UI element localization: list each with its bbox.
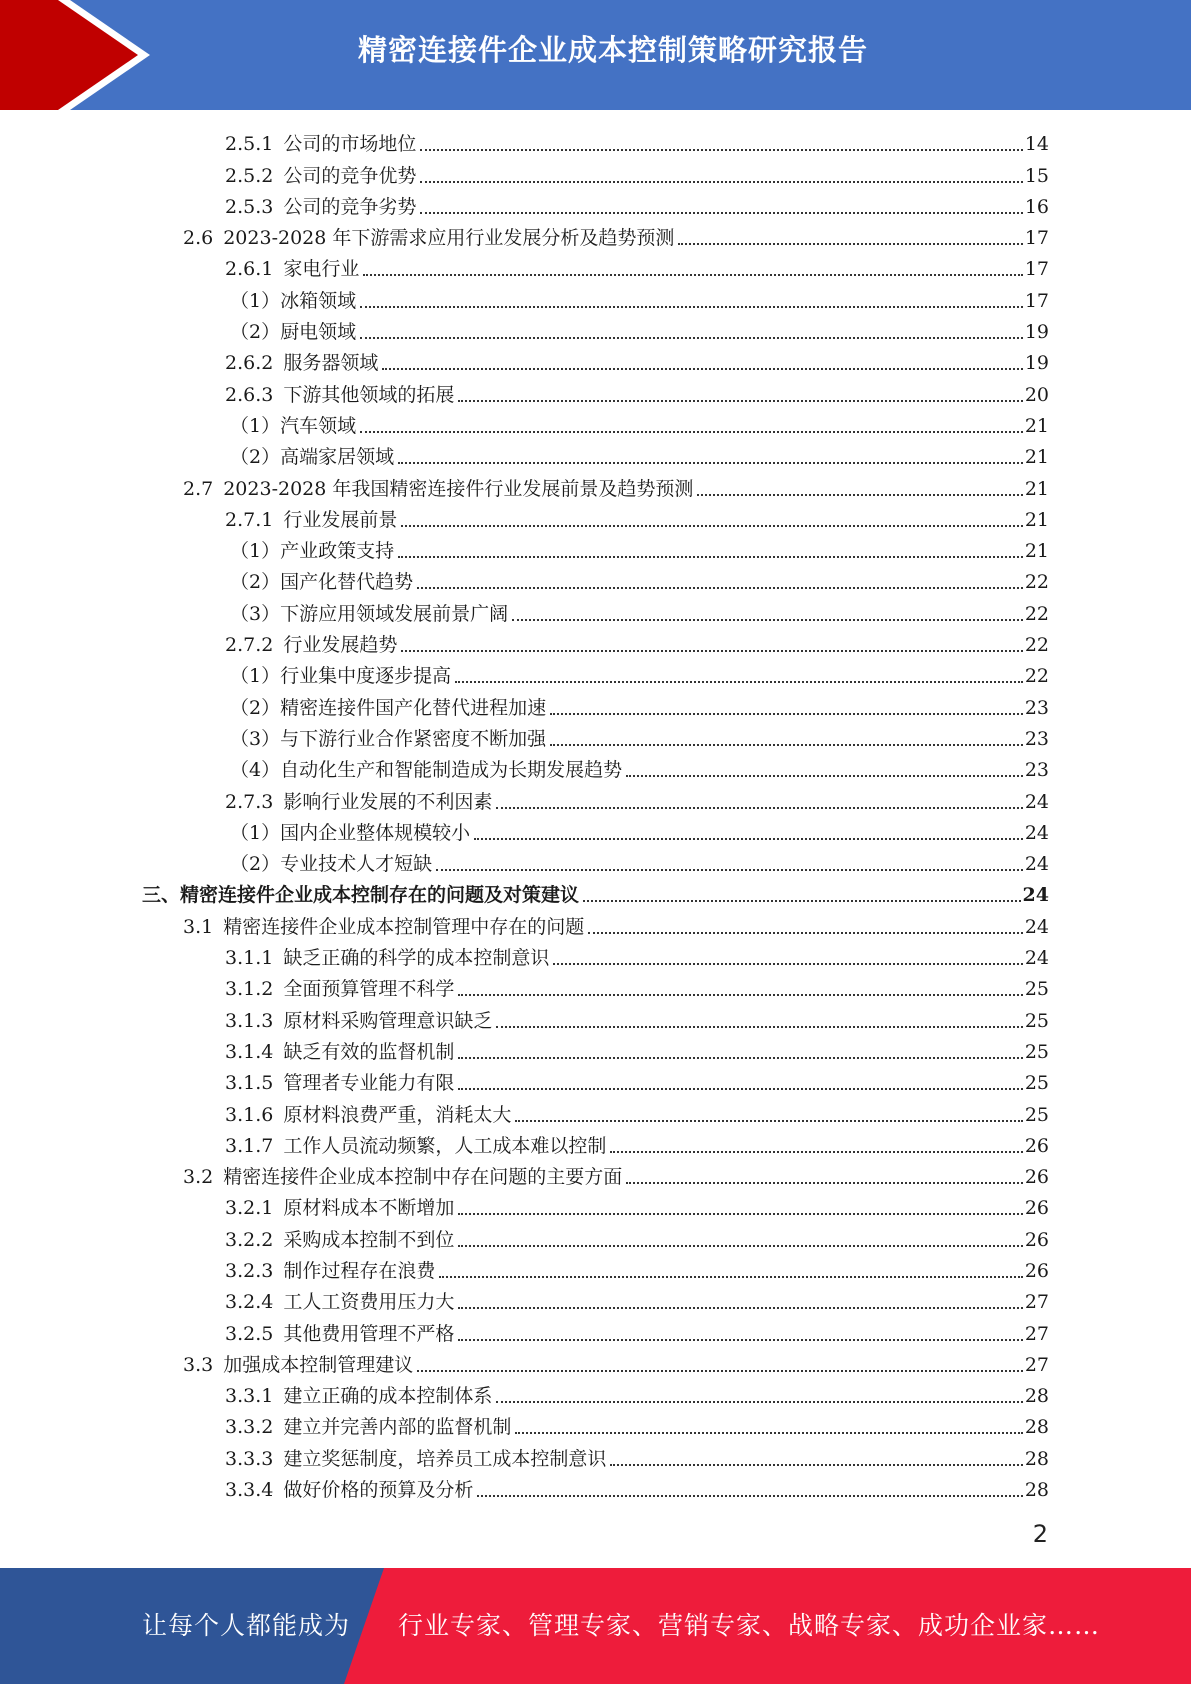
toc-dot-leader bbox=[458, 1244, 1022, 1247]
toc-entry-label: 产业政策支持 bbox=[280, 540, 395, 563]
toc-entry-page: 15 bbox=[1024, 164, 1049, 187]
toc-dot-leader bbox=[401, 524, 1022, 527]
toc-entry[interactable] bbox=[0, 191, 1049, 222]
toc-entry-page: 24 bbox=[1022, 884, 1049, 907]
toc-entry[interactable] bbox=[0, 1286, 1049, 1317]
toc-entry-page: 24 bbox=[1024, 947, 1049, 970]
toc-entry-number: 2.5.1 bbox=[225, 133, 274, 156]
toc-entry[interactable] bbox=[0, 660, 1049, 691]
toc-entry-label: 行业发展趋势 bbox=[283, 634, 398, 657]
toc-dot-leader bbox=[458, 1212, 1022, 1215]
toc-entry-label: 国内企业整体规模较小 bbox=[280, 821, 471, 844]
toc-entry-label: 其他费用管理不严格 bbox=[283, 1322, 455, 1345]
toc-entry[interactable] bbox=[0, 1223, 1049, 1254]
toc-entry-number: 3.1.3 bbox=[225, 1009, 274, 1032]
toc-entry-number: 2.7.1 bbox=[225, 508, 274, 531]
toc-dot-leader bbox=[401, 649, 1022, 652]
toc-entry[interactable] bbox=[0, 1474, 1049, 1505]
toc-entry-page: 22 bbox=[1024, 571, 1049, 594]
footer-slogan-left: 让每个人都能成为 bbox=[142, 1611, 351, 1640]
toc-dot-leader bbox=[626, 774, 1023, 777]
toc-entry-label: 精密连接件企业成本控制中存在问题的主要方面 bbox=[223, 1166, 623, 1189]
toc-entry-label: 原材料成本不断增加 bbox=[283, 1197, 455, 1220]
toc-entry-page: 25 bbox=[1024, 1072, 1049, 1095]
toc-entry-label: 国产化替代趋势 bbox=[280, 571, 414, 594]
toc-entry-page: 23 bbox=[1024, 727, 1049, 750]
toc-entry-number: 3.2.4 bbox=[225, 1291, 274, 1314]
toc-entry-label: 下游应用领域发展前景广阔 bbox=[280, 602, 509, 625]
toc-entry-page: 21 bbox=[1024, 414, 1049, 437]
toc-dot-leader bbox=[697, 493, 1022, 496]
toc-entry-number: （1） bbox=[230, 414, 281, 437]
toc-entry-number: 2.6.3 bbox=[225, 383, 274, 406]
toc-entry[interactable] bbox=[0, 284, 1049, 315]
toc-dot-leader bbox=[678, 242, 1022, 245]
toc-entry-page: 28 bbox=[1024, 1385, 1049, 1408]
toc-entry[interactable] bbox=[0, 1004, 1049, 1035]
toc-entry-number: （2） bbox=[230, 571, 281, 594]
toc-dot-leader bbox=[496, 1025, 1022, 1028]
toc-dot-leader bbox=[474, 837, 1023, 840]
toc-entry-page: 20 bbox=[1024, 383, 1049, 406]
toc-dot-leader bbox=[458, 993, 1022, 996]
toc-dot-leader bbox=[420, 180, 1022, 183]
page-title: 精密连接件企业成本控制策略研究报告 bbox=[357, 33, 868, 67]
toc-entry-label: 行业集中度逐步提高 bbox=[280, 665, 452, 688]
toc-entry-label: 公司的竞争劣势 bbox=[283, 195, 417, 218]
toc-entry[interactable] bbox=[0, 316, 1049, 347]
toc-entry-number: 3.3.4 bbox=[225, 1479, 274, 1502]
toc-entry[interactable] bbox=[0, 754, 1049, 785]
toc-entry-number: 3.2 bbox=[183, 1166, 214, 1189]
toc-entry-label: 管理者专业能力有限 bbox=[283, 1072, 455, 1095]
toc-entry-page: 25 bbox=[1024, 1009, 1049, 1032]
toc-entry-number: 3.3.1 bbox=[225, 1385, 274, 1408]
toc-entry-number: 3.2.2 bbox=[225, 1228, 274, 1251]
toc-entry-label: 加强成本控制管理建议 bbox=[223, 1353, 414, 1376]
toc-entry[interactable] bbox=[0, 723, 1049, 754]
toc-entry-page: 26 bbox=[1024, 1259, 1049, 1282]
toc-dot-leader bbox=[588, 931, 1023, 934]
table-of-contents bbox=[0, 128, 1191, 1505]
toc-entry-label: 原材料采购管理意识缺乏 bbox=[283, 1009, 493, 1032]
toc-entry-label: 高端家居领域 bbox=[280, 446, 395, 469]
toc-entry-label: 全面预算管理不科学 bbox=[283, 978, 455, 1001]
toc-dot-leader bbox=[420, 148, 1022, 151]
toc-entry-label: 制作过程存在浪费 bbox=[283, 1259, 436, 1282]
toc-dot-leader bbox=[515, 1119, 1022, 1122]
toc-dot-leader bbox=[363, 273, 1022, 276]
toc-entry[interactable] bbox=[0, 817, 1049, 848]
toc-entry-page: 22 bbox=[1024, 602, 1049, 625]
toc-entry-number: 3.1.4 bbox=[225, 1040, 274, 1063]
toc-entry-label: 自动化生产和智能制造成为长期发展趋势 bbox=[280, 759, 623, 782]
toc-entry-number: 3.3.2 bbox=[225, 1416, 274, 1439]
page-number: 2 bbox=[1032, 1520, 1048, 1548]
toc-entry-label: 2023-2028 年我国精密连接件行业发展前景及趋势预测 bbox=[223, 477, 694, 500]
toc-entry-number: 3.3 bbox=[183, 1353, 214, 1376]
toc-entry-label: 行业发展前景 bbox=[283, 508, 398, 531]
toc-entry-number: （1） bbox=[230, 540, 281, 563]
toc-entry[interactable] bbox=[0, 566, 1049, 597]
toc-entry[interactable] bbox=[0, 535, 1049, 566]
toc-entry[interactable] bbox=[0, 1130, 1049, 1161]
toc-entry-page: 28 bbox=[1024, 1447, 1049, 1470]
toc-entry[interactable] bbox=[0, 1192, 1049, 1223]
toc-entry-page: 26 bbox=[1024, 1166, 1049, 1189]
toc-dot-leader bbox=[398, 461, 1023, 464]
toc-entry-label: 工作人员流动频繁，人工成本难以控制 bbox=[283, 1134, 607, 1157]
toc-entry-label: 2023-2028 年下游需求应用行业发展分析及趋势预测 bbox=[223, 227, 675, 250]
toc-entry-label: 建立奖惩制度，培养员工成本控制意识 bbox=[283, 1447, 607, 1470]
toc-entry[interactable] bbox=[0, 785, 1049, 816]
footer-slogan-right: 行业专家、管理专家、营销专家、战略专家、成功企业家…… bbox=[398, 1611, 1101, 1640]
toc-entry-number: （2） bbox=[230, 321, 281, 344]
toc-entry[interactable] bbox=[0, 942, 1049, 973]
toc-entry[interactable] bbox=[0, 128, 1049, 159]
toc-entry[interactable] bbox=[0, 1380, 1049, 1411]
toc-dot-leader bbox=[436, 868, 1023, 871]
toc-entry[interactable] bbox=[0, 1161, 1049, 1192]
toc-entry-page: 14 bbox=[1024, 133, 1049, 156]
toc-entry[interactable] bbox=[0, 441, 1049, 472]
toc-dot-leader bbox=[439, 1275, 1022, 1278]
toc-entry[interactable] bbox=[0, 691, 1049, 722]
toc-entry-number: 3.3.3 bbox=[225, 1447, 274, 1470]
toc-entry[interactable] bbox=[0, 973, 1049, 1004]
toc-dot-leader bbox=[553, 962, 1022, 965]
toc-entry-number: （2） bbox=[230, 853, 281, 876]
toc-entry-page: 27 bbox=[1024, 1353, 1049, 1376]
toc-entry-number: （1） bbox=[230, 665, 281, 688]
toc-entry-label: 公司的市场地位 bbox=[283, 133, 417, 156]
toc-dot-leader bbox=[458, 399, 1022, 402]
toc-entry[interactable] bbox=[0, 1349, 1049, 1380]
toc-entry[interactable] bbox=[0, 222, 1049, 253]
toc-entry[interactable] bbox=[0, 848, 1049, 879]
toc-entry-page: 26 bbox=[1024, 1228, 1049, 1251]
toc-entry-label: 精密连接件企业成本控制存在的问题及对策建议 bbox=[180, 884, 580, 907]
toc-entry-label: 缺乏有效的监督机制 bbox=[283, 1040, 455, 1063]
toc-dot-leader bbox=[360, 336, 1023, 339]
toc-entry-number: 2.5.2 bbox=[225, 164, 274, 187]
toc-entry-number: 2.5.3 bbox=[225, 195, 274, 218]
toc-entry-page: 24 bbox=[1024, 915, 1049, 938]
toc-entry-number: 3.1.7 bbox=[225, 1134, 274, 1157]
toc-entry-label: 厨电领域 bbox=[280, 321, 357, 344]
toc-entry[interactable] bbox=[0, 1255, 1049, 1286]
toc-entry-page: 17 bbox=[1024, 258, 1049, 281]
toc-entry-number: 3.1 bbox=[183, 915, 214, 938]
toc-entry-number: 2.6 bbox=[183, 227, 214, 250]
toc-dot-leader bbox=[496, 806, 1022, 809]
toc-entry[interactable] bbox=[0, 1442, 1049, 1473]
toc-entry-label: 服务器领域 bbox=[283, 352, 379, 375]
toc-entry-page: 21 bbox=[1024, 446, 1049, 469]
toc-dot-leader bbox=[610, 1463, 1022, 1466]
toc-entry-number: （2） bbox=[230, 696, 281, 719]
toc-dot-leader bbox=[398, 555, 1023, 558]
toc-entry[interactable] bbox=[0, 629, 1049, 660]
toc-entry-label: 采购成本控制不到位 bbox=[283, 1228, 455, 1251]
toc-entry[interactable] bbox=[0, 504, 1049, 535]
toc-dot-leader bbox=[458, 1338, 1022, 1341]
toc-dot-leader bbox=[550, 712, 1023, 715]
toc-dot-leader bbox=[458, 1056, 1022, 1059]
toc-entry-label: 冰箱领域 bbox=[280, 289, 357, 312]
toc-entry[interactable] bbox=[0, 1036, 1049, 1067]
toc-entry-page: 21 bbox=[1024, 540, 1049, 563]
toc-entry-number: （3） bbox=[230, 727, 281, 750]
toc-entry[interactable] bbox=[0, 1317, 1049, 1348]
toc-entry-label: 与下游行业合作紧密度不断加强 bbox=[280, 727, 547, 750]
toc-entry-number: 3.1.5 bbox=[225, 1072, 274, 1095]
toc-entry-number: 3.2.1 bbox=[225, 1197, 274, 1220]
toc-entry[interactable] bbox=[0, 410, 1049, 441]
toc-entry-number: （1） bbox=[230, 289, 281, 312]
page-footer bbox=[0, 1568, 1191, 1684]
toc-entry[interactable] bbox=[0, 253, 1049, 284]
toc-dot-leader bbox=[610, 1150, 1022, 1153]
toc-entry-number: （1） bbox=[230, 821, 281, 844]
toc-entry-number: （4） bbox=[230, 759, 281, 782]
toc-entry-number: 3.1.1 bbox=[225, 947, 274, 970]
toc-dot-leader bbox=[420, 211, 1022, 214]
toc-dot-leader bbox=[626, 1181, 1023, 1184]
toc-entry-label: 做好价格的预算及分析 bbox=[283, 1479, 474, 1502]
toc-entry-number: 2.7.2 bbox=[225, 634, 274, 657]
page-header bbox=[0, 0, 1191, 110]
toc-entry[interactable] bbox=[0, 1098, 1049, 1129]
toc-entry-number: 2.6.1 bbox=[225, 258, 274, 281]
toc-dot-leader bbox=[583, 899, 1021, 902]
toc-entry-page: 16 bbox=[1024, 195, 1049, 218]
toc-entry-label: 影响行业发展的不利因素 bbox=[283, 790, 493, 813]
toc-entry-number: 2.6.2 bbox=[225, 352, 274, 375]
toc-entry[interactable] bbox=[0, 159, 1049, 190]
toc-entry-label: 家电行业 bbox=[283, 258, 360, 281]
toc-entry-number: 2.7.3 bbox=[225, 790, 274, 813]
toc-entry-page: 22 bbox=[1024, 634, 1049, 657]
toc-entry-page: 23 bbox=[1024, 696, 1049, 719]
toc-dot-leader bbox=[512, 618, 1023, 621]
toc-entry-page: 19 bbox=[1024, 352, 1049, 375]
toc-entry[interactable] bbox=[0, 1067, 1049, 1098]
toc-dot-leader bbox=[477, 1494, 1022, 1497]
toc-entry-number: 3.2.3 bbox=[225, 1259, 274, 1282]
toc-entry-number: 三、 bbox=[142, 884, 181, 907]
toc-dot-leader bbox=[382, 367, 1022, 370]
toc-entry-label: 汽车领域 bbox=[280, 414, 357, 437]
toc-entry-number: （3） bbox=[230, 602, 281, 625]
toc-dot-leader bbox=[458, 1087, 1022, 1090]
toc-entry-label: 下游其他领域的拓展 bbox=[283, 383, 455, 406]
toc-dot-leader bbox=[417, 1369, 1023, 1372]
toc-entry-page: 26 bbox=[1024, 1134, 1049, 1157]
toc-entry-page: 21 bbox=[1024, 477, 1049, 500]
toc-entry[interactable] bbox=[0, 347, 1049, 378]
toc-entry[interactable] bbox=[0, 879, 1049, 910]
toc-entry-number: 3.2.5 bbox=[225, 1322, 274, 1345]
toc-entry-page: 24 bbox=[1024, 853, 1049, 876]
toc-dot-leader bbox=[496, 1400, 1022, 1403]
toc-entry-page: 22 bbox=[1024, 665, 1049, 688]
toc-dot-leader bbox=[360, 305, 1023, 308]
toc-dot-leader bbox=[515, 1431, 1022, 1434]
toc-entry-page: 25 bbox=[1024, 978, 1049, 1001]
toc-dot-leader bbox=[455, 680, 1023, 683]
toc-entry-page: 27 bbox=[1024, 1291, 1049, 1314]
toc-dot-leader bbox=[550, 743, 1023, 746]
toc-entry-page: 24 bbox=[1024, 821, 1049, 844]
toc-entry-label: 工人工资费用压力大 bbox=[283, 1291, 455, 1314]
toc-dot-leader bbox=[417, 586, 1023, 589]
toc-entry-page: 19 bbox=[1024, 321, 1049, 344]
toc-entry-label: 精密连接件企业成本控制管理中存在的问题 bbox=[223, 915, 585, 938]
toc-entry-label: 原材料浪费严重，消耗太大 bbox=[283, 1103, 512, 1126]
toc-entry-page: 24 bbox=[1024, 790, 1049, 813]
toc-entry-page: 25 bbox=[1024, 1103, 1049, 1126]
toc-entry-number: 3.1.2 bbox=[225, 978, 274, 1001]
toc-entry-page: 25 bbox=[1024, 1040, 1049, 1063]
toc-entry-page: 28 bbox=[1024, 1479, 1049, 1502]
toc-entry-label: 建立并完善内部的监督机制 bbox=[283, 1416, 512, 1439]
toc-entry-label: 精密连接件国产化替代进程加速 bbox=[280, 696, 547, 719]
toc-entry-label: 公司的竞争优势 bbox=[283, 164, 417, 187]
toc-entry[interactable] bbox=[0, 472, 1049, 503]
toc-entry[interactable] bbox=[0, 910, 1049, 941]
toc-entry-label: 缺乏正确的科学的成本控制意识 bbox=[283, 947, 550, 970]
toc-entry-page: 17 bbox=[1024, 227, 1049, 250]
toc-dot-leader bbox=[360, 430, 1023, 433]
toc-entry-page: 23 bbox=[1024, 759, 1049, 782]
toc-entry-page: 28 bbox=[1024, 1416, 1049, 1439]
toc-entry[interactable] bbox=[0, 378, 1049, 409]
toc-entry[interactable] bbox=[0, 597, 1049, 628]
toc-entry-page: 26 bbox=[1024, 1197, 1049, 1220]
toc-dot-leader bbox=[458, 1306, 1022, 1309]
toc-entry-label: 专业技术人才短缺 bbox=[280, 853, 433, 876]
toc-entry-page: 17 bbox=[1024, 289, 1049, 312]
toc-entry[interactable] bbox=[0, 1411, 1049, 1442]
toc-entry-page: 21 bbox=[1024, 508, 1049, 531]
toc-entry-page: 27 bbox=[1024, 1322, 1049, 1345]
toc-entry-number: （2） bbox=[230, 446, 281, 469]
toc-entry-number: 2.7 bbox=[183, 477, 214, 500]
toc-entry-number: 3.1.6 bbox=[225, 1103, 274, 1126]
toc-entry-label: 建立正确的成本控制体系 bbox=[283, 1385, 493, 1408]
